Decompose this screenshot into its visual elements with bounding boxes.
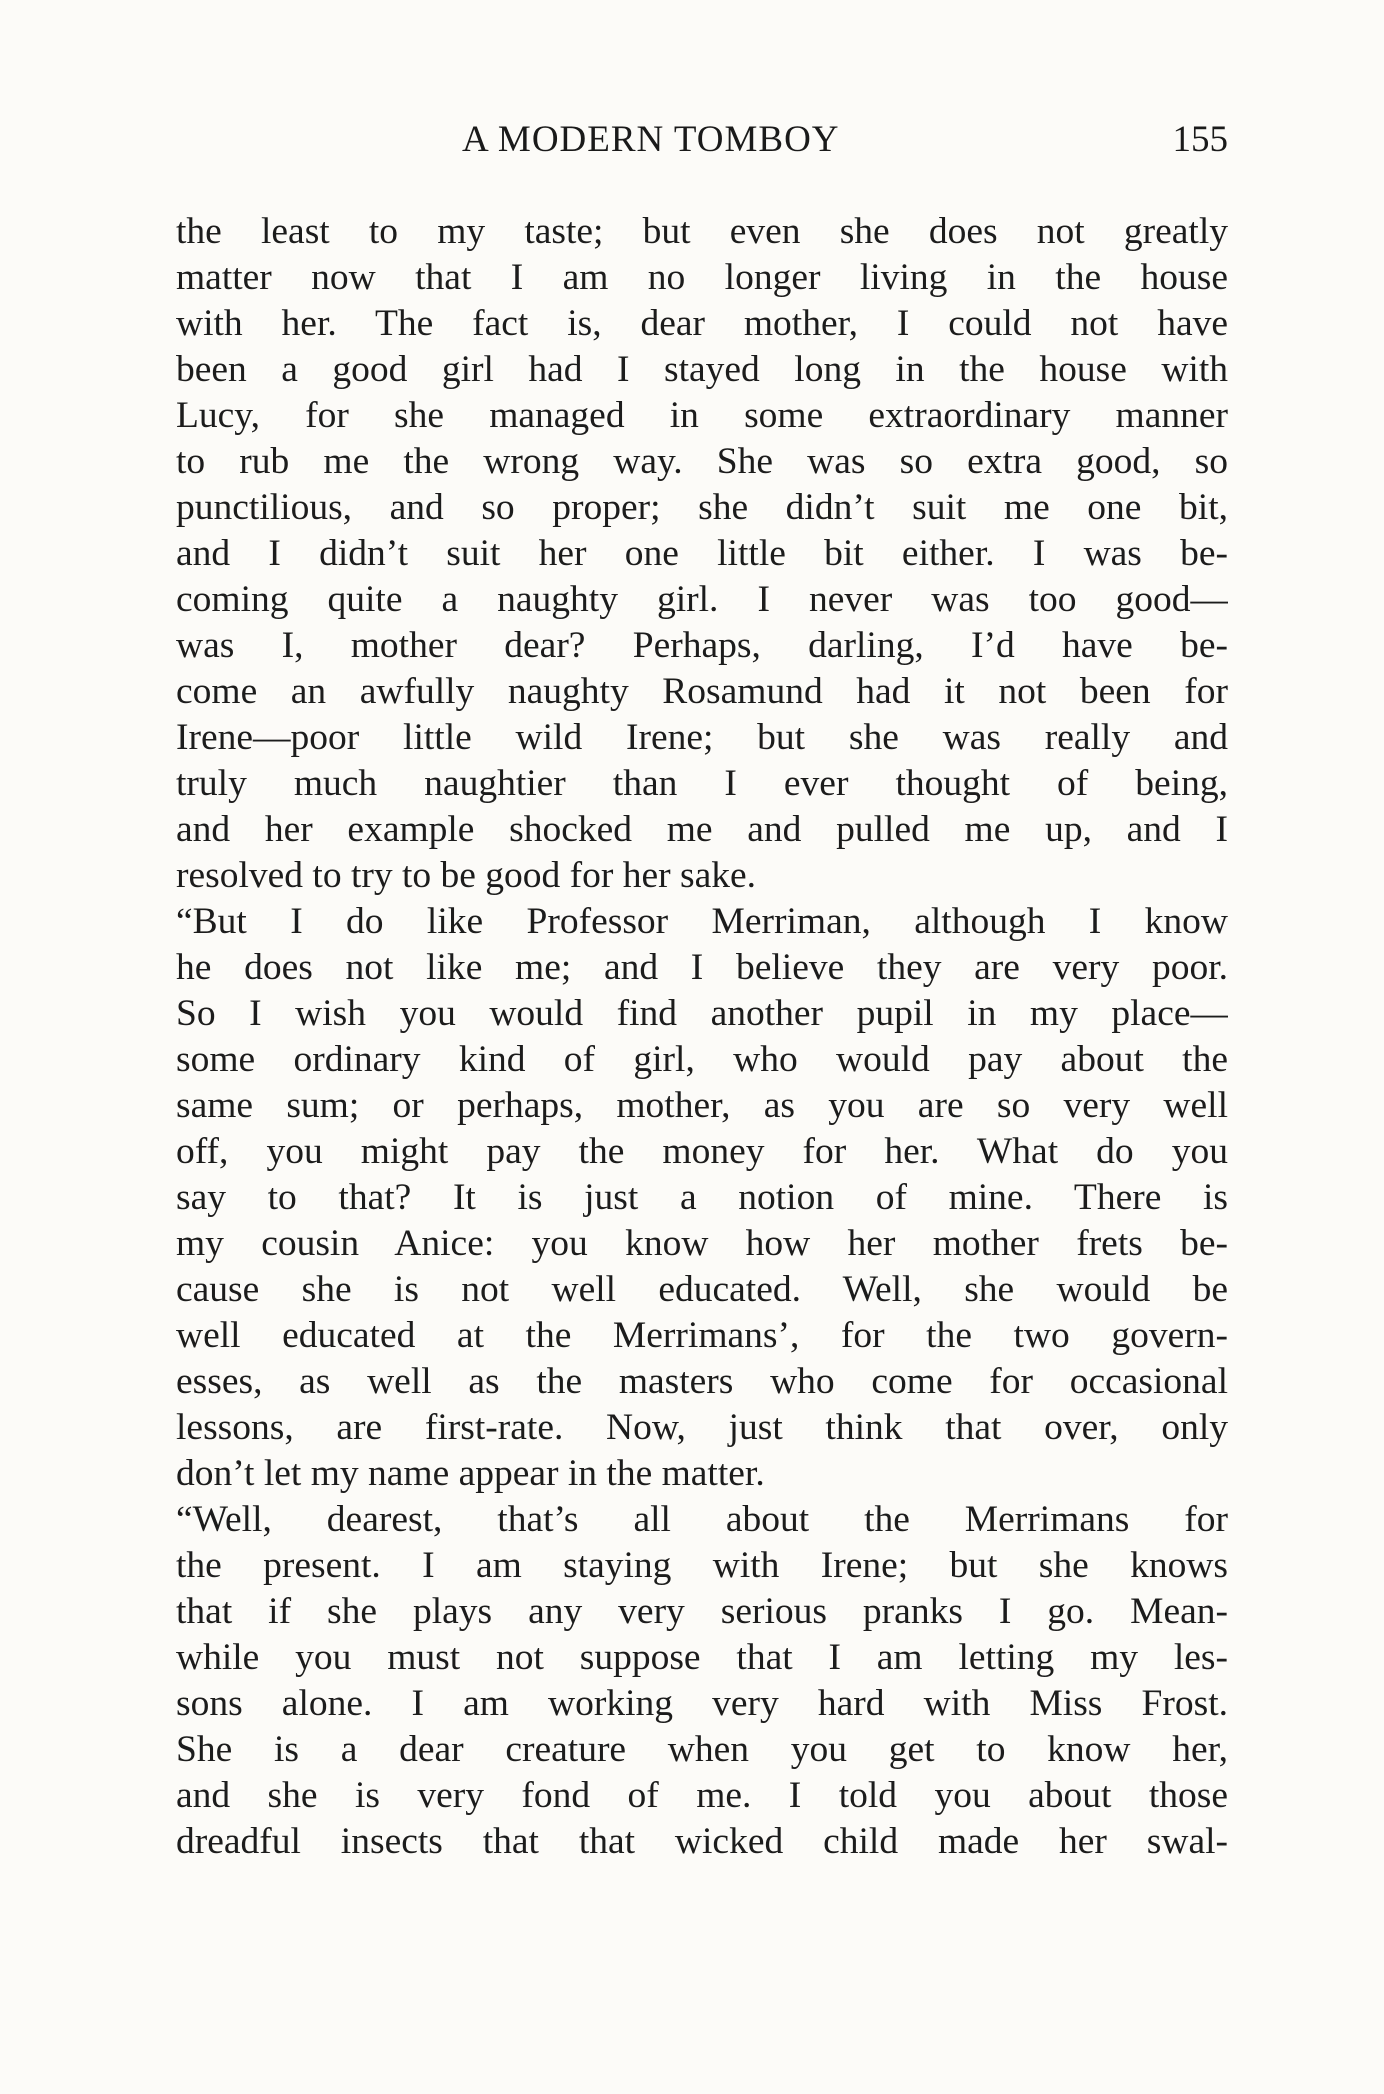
text-line: been a good girl had I stayed long in the house with [176, 349, 1228, 390]
text-line: truly much naughtier than I ever thought of being, [176, 763, 1228, 804]
text-line: the present. I am staying with Irene; but she knows [176, 1545, 1228, 1586]
text-line: don’t let my name appear in the matter. [176, 1453, 765, 1494]
text-line: coming quite a naughty girl. I never was too good— [176, 579, 1228, 620]
text-line: well educated at the Merrimans’, for the two govern- [176, 1315, 1228, 1356]
text-line: Irene—poor little wild Irene; but she was really and [176, 717, 1228, 758]
text-line: “Well, dearest, that’s all about the Merrimans for [176, 1499, 1228, 1540]
text-line: So I wish you would find another pupil in my place— [176, 993, 1228, 1034]
text-line: lessons, are first-rate. Now, just think that over, only [176, 1407, 1228, 1448]
text-line: he does not like me; and I believe they are very poor. [176, 947, 1228, 988]
text-line: off, you might pay the money for her. What do you [176, 1131, 1228, 1172]
page-number: 155 [1172, 119, 1228, 160]
text-line: the least to my taste; but even she does not greatly [176, 211, 1228, 252]
text-line: that if she plays any very serious pranks I go. Mean- [176, 1591, 1228, 1632]
text-line: was I, mother dear? Perhaps, darling, I’d have be- [176, 625, 1228, 666]
text-line: while you must not suppose that I am letting my les- [176, 1637, 1228, 1678]
text-line: resolved to try to be good for her sake. [176, 855, 757, 896]
text-line: sons alone. I am working very hard with Miss Frost. [176, 1683, 1228, 1724]
text-line: She is a dear creature when you get to know her, [176, 1729, 1228, 1770]
text-line: with her. The fact is, dear mother, I could not have [176, 303, 1228, 344]
text-line: punctilious, and so proper; she didn’t suit me one bit, [176, 487, 1228, 528]
body-text [176, 210, 1228, 1866]
text-line: Lucy, for she managed in some extraordinary manner [176, 395, 1228, 436]
text-line: and she is very fond of me. I told you about those [176, 1775, 1228, 1816]
text-line: to rub me the wrong way. She was so extra good, so [176, 441, 1228, 482]
running-head [176, 118, 1228, 168]
text-line: matter now that I am no longer living in the house [176, 257, 1228, 298]
text-line: same sum; or perhaps, mother, as you are so very well [176, 1085, 1228, 1126]
text-line: my cousin Anice: you know how her mother frets be- [176, 1223, 1228, 1264]
text-line: come an awfully naughty Rosamund had it not been for [176, 671, 1228, 712]
text-line: and I didn’t suit her one little bit either. I was be- [176, 533, 1228, 574]
text-line: esses, as well as the masters who come for occasional [176, 1361, 1228, 1402]
text-line: “But I do like Professor Merriman, although I know [176, 901, 1228, 942]
text-line: dreadful insects that that wicked child made her swal- [176, 1821, 1228, 1862]
text-line: say to that? It is just a notion of mine. There is [176, 1177, 1228, 1218]
running-title: A MODERN TOMBOY [462, 119, 840, 160]
text-line: and her example shocked me and pulled me up, and I [176, 809, 1228, 850]
text-line: cause she is not well educated. Well, she would be [176, 1269, 1228, 1310]
text-line: some ordinary kind of girl, who would pay about the [176, 1039, 1228, 1080]
